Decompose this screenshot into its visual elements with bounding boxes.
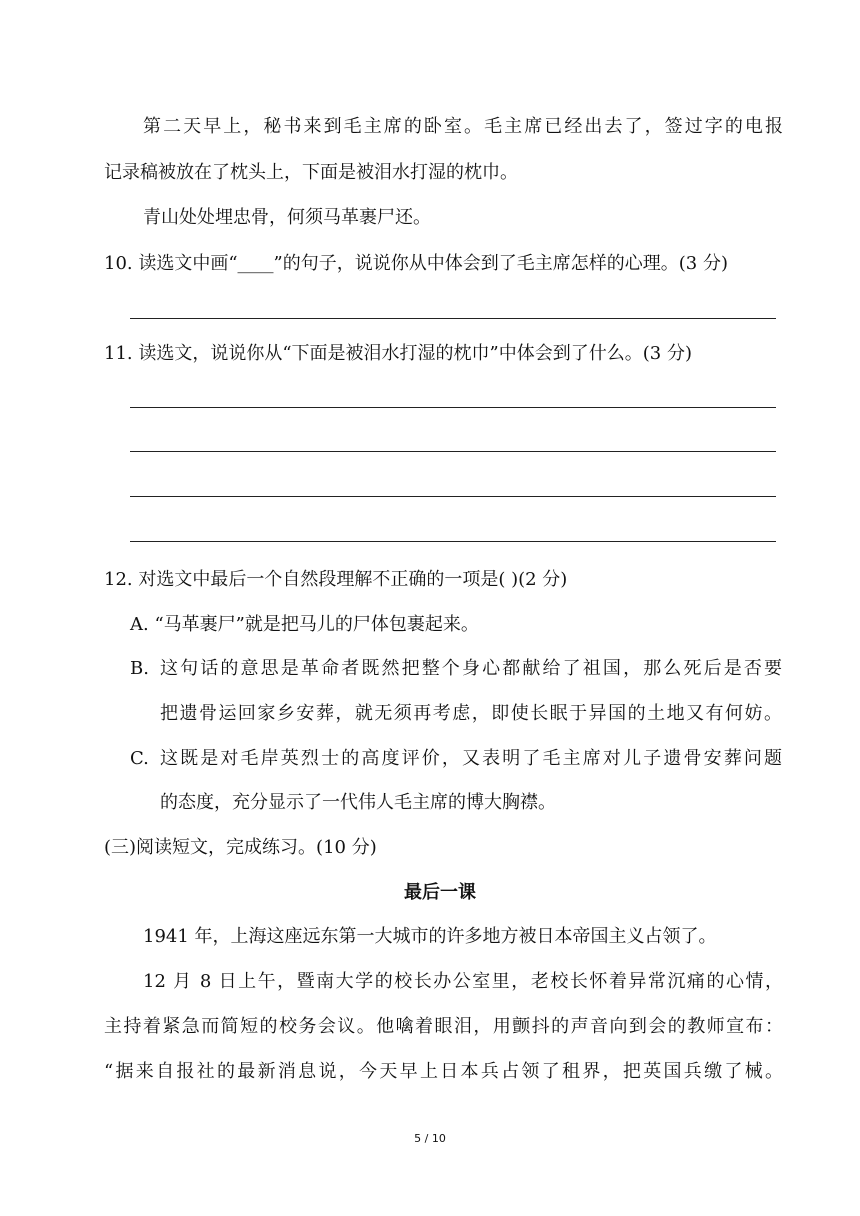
story-paragraph-1: 1941 年，上海这座远东第一大城市的许多地方被日本帝国主义占领了。 — [143, 926, 717, 947]
story-title: 最后一课 — [404, 882, 476, 903]
story-paragraph-2-line-1: 12 月 8 日上午，暨南大学的校长办公室里，老校长怀着异常沉痛的心情， — [143, 971, 783, 992]
option-b-line-2: 把遗骨运回家乡安葬，就无须再考虑，即使长眠于异国的土地又有何妨。 — [160, 703, 782, 724]
passage-paragraph-1-line-1: 第二天早上，秘书来到毛主席的卧室。毛主席已经出去了，签过字的电报 — [143, 116, 783, 137]
answer-line-q11-4[interactable] — [130, 541, 776, 542]
answer-line-q11-3[interactable] — [130, 496, 776, 497]
story-paragraph-2-line-3: “据来自报社的最新消息说，今天早上日本兵占领了租界，把英国兵缴了械。 — [104, 1061, 783, 1082]
option-b-label: B. — [130, 658, 149, 679]
passage-paragraph-1-line-2: 记录稿被放在了枕头上，下面是被泪水打湿的枕巾。 — [104, 162, 518, 183]
option-c-line-1: 这既是对毛岸英烈士的高度评价，又表明了毛主席对儿子遗骨安葬问题 — [160, 748, 782, 769]
question-12: 12. 对选文中最后一个自然段理解不正确的一项是( )(2 分) — [104, 569, 568, 590]
section-3-heading: (三)阅读短文，完成练习。(10 分) — [104, 837, 377, 858]
story-paragraph-2-line-2: 主持着紧急而简短的校务会议。他噙着眼泪，用颤抖的声音向到会的教师宣布： — [104, 1016, 783, 1037]
answer-line-q10[interactable] — [130, 318, 776, 319]
passage-paragraph-2: 青山处处埋忠骨，何须马革裹尸还。 — [143, 207, 431, 228]
question-10: 10. 读选文中画“____”的句子，说说你从中体会到了毛主席怎样的心理。(3 分) — [104, 253, 728, 274]
question-11: 11. 读选文，说说你从“下面是被泪水打湿的枕巾”中体会到了什么。(3 分) — [104, 343, 692, 364]
page-number: 5 / 10 — [414, 1132, 446, 1145]
answer-line-q11-2[interactable] — [130, 451, 776, 452]
option-b-line-1: 这句话的意思是革命者既然把整个身心都献给了祖国，那么死后是否要 — [160, 658, 782, 679]
option-c-label: C. — [130, 748, 149, 769]
option-c-line-2: 的态度，充分显示了一代伟人毛主席的博大胸襟。 — [160, 792, 556, 813]
answer-line-q11-1[interactable] — [130, 407, 776, 408]
option-a: A. “马革裹尸”就是把马儿的尸体包裹起来。 — [130, 614, 479, 635]
